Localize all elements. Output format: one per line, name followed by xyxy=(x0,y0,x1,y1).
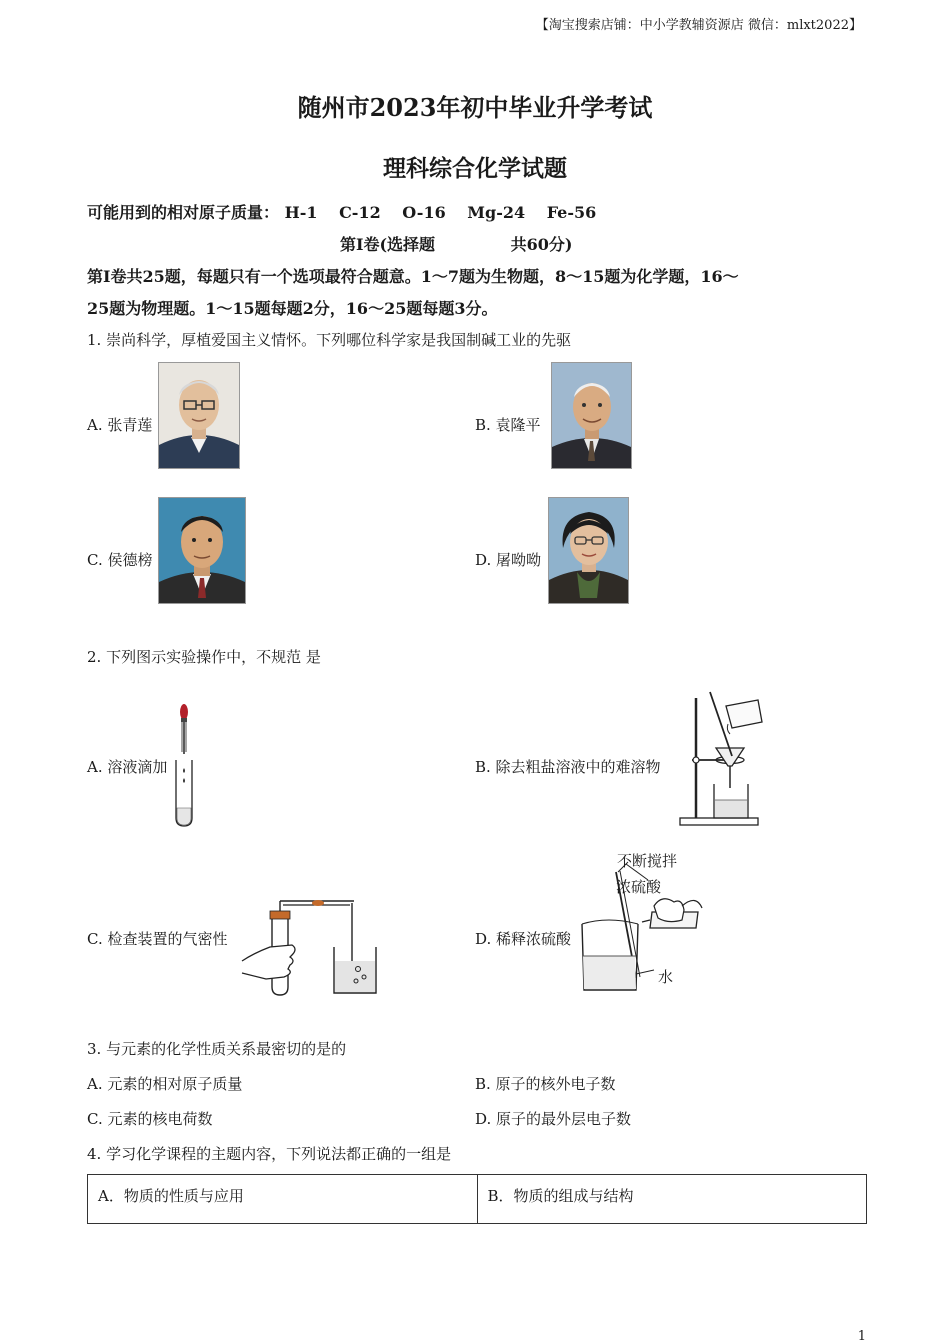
dropper-test-tube-diagram xyxy=(168,700,204,830)
q3-stem: 3. 与元素的化学性质关系最密切的是的 xyxy=(87,1040,347,1058)
exam-subtitle: 理科综合化学试题 xyxy=(383,155,567,182)
shop-header-note: 【淘宝搜索店铺：中小学教辅资源店 微信：mlxt2022】 xyxy=(535,18,862,33)
q1-option-b: B. 袁隆平 xyxy=(475,416,541,434)
page-number: 1 xyxy=(857,1329,866,1344)
portrait-photo-d xyxy=(548,497,629,604)
portrait-photo-c xyxy=(158,497,246,604)
atomic-mass-item: O-16 xyxy=(402,203,446,222)
section-note-line1: 第Ⅰ卷共25题，每题只有一个选项最符合题意。1～7题为生物题，8～15题为化学题，16～ xyxy=(87,267,739,286)
atomic-mass-item: H-1 xyxy=(284,203,318,222)
atomic-mass-line xyxy=(87,200,596,223)
q1-option-a: A. 张青莲 xyxy=(87,416,153,434)
atomic-mass-item: Mg-24 xyxy=(467,203,526,222)
q1-option-c: C. 侯德榜 xyxy=(87,551,153,569)
q4-table-cell-b: B．物质的组成与结构 xyxy=(477,1175,867,1223)
exam-title: 随州市2023年初中毕业升学考试 xyxy=(297,93,653,122)
q1-stem: 1. 崇尚科学，厚植爱国主义情怀。下列哪位科学家是我国制碱工业的先驱 xyxy=(87,331,572,349)
q1-option-d: D. 屠呦呦 xyxy=(475,551,542,569)
section-note-line2: 25题为物理题。1～15题每题2分，16～25题每题3分。 xyxy=(87,299,498,318)
portrait-photo-a xyxy=(158,362,240,469)
portrait-photo-b xyxy=(551,362,632,469)
q4-stem: 4. 学习化学课程的主题内容，下列说法都正确的一组是 xyxy=(87,1145,452,1163)
section-heading-a: 第Ⅰ卷(选择题 xyxy=(340,235,436,254)
q3-option-a: A. 元素的相对原子质量 xyxy=(87,1075,243,1093)
q4-option-table xyxy=(87,1174,867,1224)
q2-option-a: A. 溶液滴加 xyxy=(87,758,168,776)
label-stir: 不断搅拌 xyxy=(617,852,678,870)
section-heading-b: 共60分) xyxy=(510,235,573,254)
atomic-mass-item: C-12 xyxy=(339,203,381,222)
airtightness-check-diagram xyxy=(240,895,382,997)
section-heading xyxy=(340,232,572,255)
filtration-apparatus-diagram xyxy=(676,688,771,830)
q2-option-c: C. 检查装置的气密性 xyxy=(87,930,228,948)
label-concentrated-acid: 浓硫酸 xyxy=(616,878,662,896)
atomic-mass-label: 可能用到的相对原子质量： xyxy=(87,203,280,222)
atomic-mass-item: Fe-56 xyxy=(546,203,597,222)
q3-option-d: D. 原子的最外层电子数 xyxy=(475,1110,632,1128)
q3-option-b: B. 原子的核外电子数 xyxy=(475,1075,616,1093)
label-water: 水 xyxy=(658,968,674,986)
q3-option-c: C. 元素的核电荷数 xyxy=(87,1110,213,1128)
q2-option-b: B. 除去粗盐溶液中的难溶物 xyxy=(475,758,661,776)
q2-stem: 2. 下列图示实验操作中，不规范 是 xyxy=(87,648,321,666)
q2-option-d: D. 稀释浓硫酸 xyxy=(475,930,572,948)
q4-table-cell-a: A．物质的性质与应用 xyxy=(98,1187,244,1205)
